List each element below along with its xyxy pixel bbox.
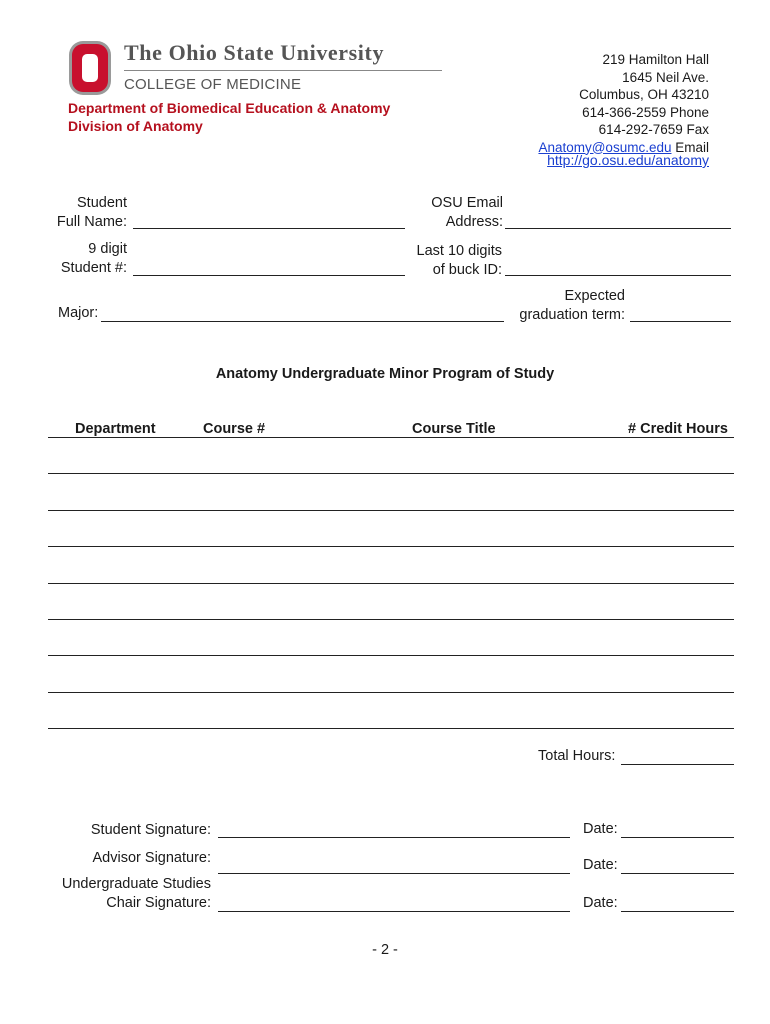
grad-term-label: Expected graduation term:	[519, 288, 625, 323]
address-line: Columbus, OH 43210	[579, 87, 709, 102]
phone-line: 614-366-2559 Phone	[582, 104, 709, 120]
buck-id-label: Last 10 digits of buck ID:	[416, 243, 502, 278]
major-field[interactable]	[101, 321, 504, 322]
table-header-rule	[48, 437, 734, 438]
chair-date-field[interactable]	[621, 911, 734, 912]
column-header-course-number: Course #	[203, 421, 266, 437]
email-link[interactable]: Anatomy@osumc.edu	[538, 139, 672, 155]
course-row-line[interactable]	[48, 692, 734, 693]
student-number-field[interactable]	[133, 275, 405, 276]
student-signature-field[interactable]	[218, 837, 570, 838]
chair-signature-label: Undergraduate Studies Chair Signature:	[61, 876, 211, 911]
page-number: - 2 -	[372, 942, 398, 958]
column-header-course-title: Course Title	[412, 421, 496, 437]
email-suffix: Email	[671, 139, 709, 155]
grad-term-field[interactable]	[630, 321, 731, 322]
column-header-department: Department	[75, 421, 156, 437]
chair-signature-field[interactable]	[218, 911, 570, 912]
university-name: The Ohio State University	[124, 40, 385, 65]
course-row-line[interactable]	[48, 510, 734, 511]
osu-email-field[interactable]	[505, 228, 731, 229]
course-row-line[interactable]	[48, 728, 734, 729]
full-name-label: Student Full Name:	[56, 195, 127, 230]
block-o-logo-icon	[68, 40, 112, 96]
buck-id-field[interactable]	[505, 275, 731, 276]
course-row-line[interactable]	[48, 655, 734, 656]
address-line: 1645 Neil Ave.	[622, 69, 709, 85]
student-signature-label: Student Signature:	[90, 822, 211, 838]
student-date-field[interactable]	[621, 837, 734, 838]
column-header-credit-hours: # Credit Hours	[628, 421, 728, 437]
course-row-line[interactable]	[48, 583, 734, 584]
advisor-signature-field[interactable]	[218, 873, 570, 874]
major-label: Major:	[58, 305, 99, 321]
website-link[interactable]: http://go.osu.edu/anatomy	[547, 152, 709, 168]
date-label: Date:	[583, 857, 618, 873]
total-hours-label: Total Hours:	[538, 748, 616, 764]
division-name: Division of Anatomy	[68, 118, 203, 134]
date-label: Date:	[583, 821, 618, 837]
college-name: COLLEGE OF MEDICINE	[124, 76, 302, 93]
advisor-signature-label: Advisor Signature:	[92, 850, 211, 866]
course-row-line[interactable]	[48, 619, 734, 620]
student-number-label: 9 digit Student #:	[60, 241, 127, 276]
program-title: Anatomy Undergraduate Minor Program of Study	[215, 366, 555, 382]
advisor-date-field[interactable]	[621, 873, 734, 874]
course-row-line[interactable]	[48, 473, 734, 474]
logo-divider	[124, 70, 442, 71]
contact-address	[538, 51, 709, 156]
address-line: 219 Hamilton Hall	[602, 52, 709, 67]
date-label: Date:	[583, 895, 618, 911]
course-row-line[interactable]	[48, 546, 734, 547]
fax-line: 614-292-7659 Fax	[598, 122, 709, 137]
department-name: Department of Biomedical Education & Anatomy	[68, 100, 391, 116]
full-name-field[interactable]	[133, 228, 405, 229]
osu-email-label: OSU Email Address:	[431, 195, 503, 230]
total-hours-field[interactable]	[621, 764, 734, 765]
